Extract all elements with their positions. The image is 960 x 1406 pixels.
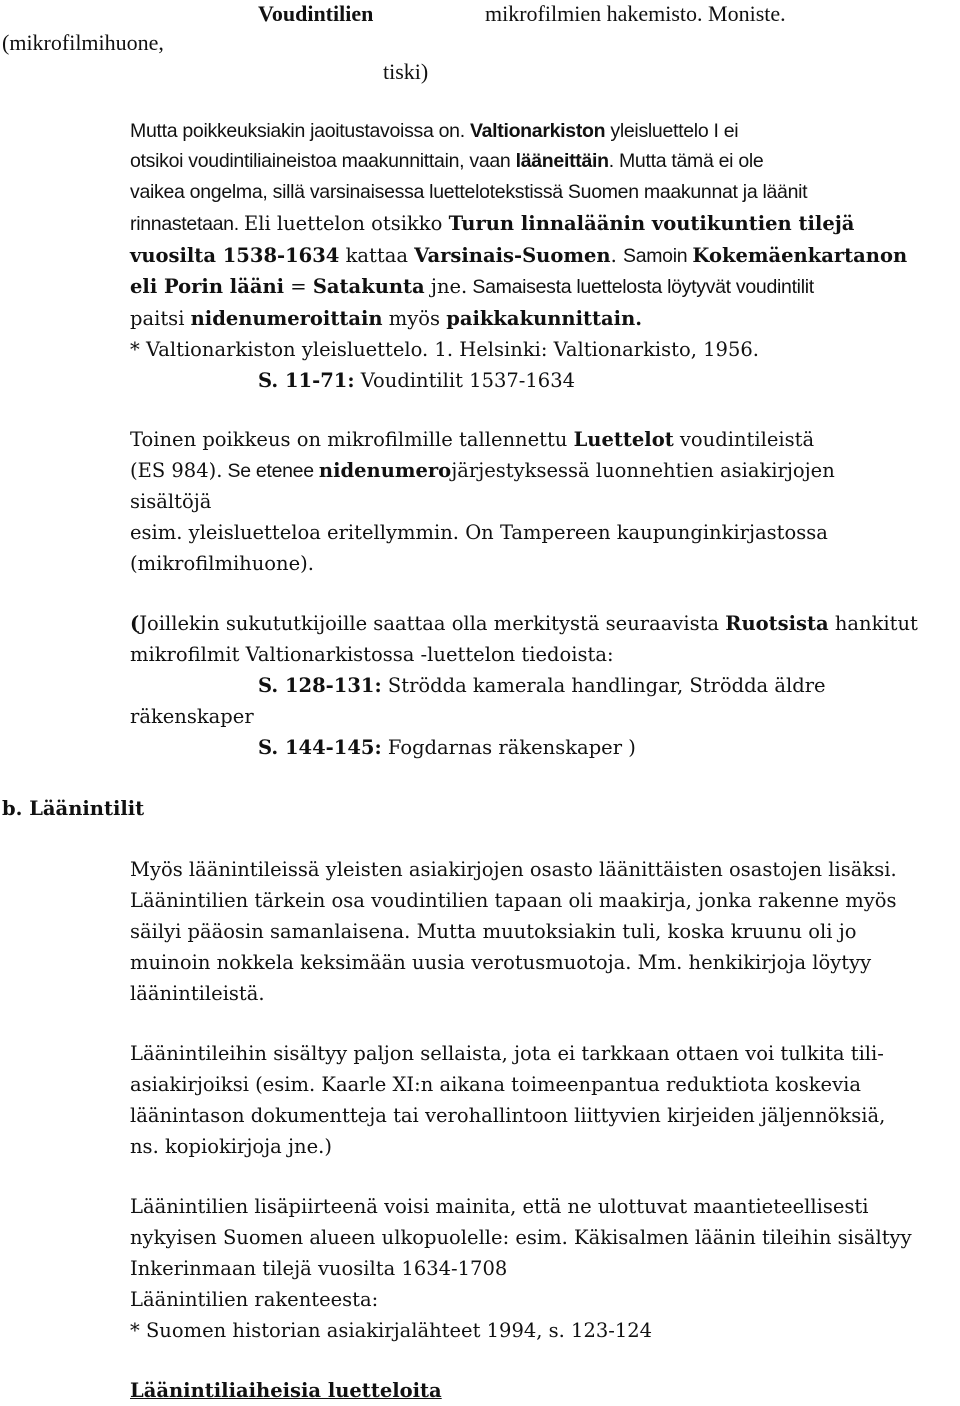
para1-text: rinnastetaan. xyxy=(130,213,244,235)
para1-text: * Valtionarkiston yleisluettelo. 1. Helsinki: Valtionarkisto, 1956. xyxy=(130,338,759,361)
para5-line1: Läänintileihin sisältyy paljon sellaista, jota ei tarkkaan ottaen voi tulkita tili- xyxy=(130,1042,884,1065)
para2-text: esim. yleisluetteloa eritellymmin. On Tampereen kaupunginkirjastossa xyxy=(130,521,828,544)
para1-bold: paikkakunnittain. xyxy=(446,307,643,330)
para6-line1: Läänintilien lisäpiirteenä voisi mainita, että ne ulottuvat maantieteellisesti xyxy=(130,1195,869,1218)
para4-line3: säilyi pääosin samanlaisena. Mutta muutoksiakin tuli, koska kruunu oli jo xyxy=(130,920,857,943)
para3-bold: S. 128-131: xyxy=(258,674,382,697)
para1-text: . xyxy=(610,244,623,267)
para2-text: sisältöjä xyxy=(130,490,212,513)
para1-text: = xyxy=(284,275,313,298)
para4-line4: muinoin nokkela keksimään uusia verotusmuotoja. Mm. henkikirjoja löytyy xyxy=(130,951,872,974)
para3-line1 xyxy=(130,609,918,639)
para1-line1 xyxy=(130,116,738,146)
para6-line3: Inkerinmaan tilejä vuosilta 1634-1708 xyxy=(130,1257,508,1280)
para5-line2: asiakirjoiksi (esim. Kaarle XI:n aikana toimeenpantua reduktiota koskevia xyxy=(130,1073,861,1096)
para1-bold: Satakunta xyxy=(312,275,425,298)
para1-bold: Varsinais-Suomen xyxy=(414,244,611,267)
para2-text: (ES 984). xyxy=(130,459,223,482)
para4-line1: Myös läänintileissä yleisten asiakirjojen osasto läänittäisten osastojen lisäksi. xyxy=(130,858,897,881)
para3-text: Joillekin sukututkijoille saattaa olla merkitystä seuraavista xyxy=(139,612,726,635)
para1-text: Mutta poikkeuksiakin jaoitustavoissa on. xyxy=(130,120,470,142)
para1-line9 xyxy=(258,366,575,396)
para3-bold: S. 144-145: xyxy=(258,736,382,759)
para3-text: Fogdarnas räkenskaper ) xyxy=(381,736,636,759)
para1-line6 xyxy=(130,272,814,302)
para3-text: hankitut xyxy=(828,612,918,635)
para1-text: Samoin xyxy=(622,245,693,267)
para5-line3: läänintason dokumentteja tai verohallintoon liittyvien kirjeiden jäljennöksiä, xyxy=(130,1104,886,1127)
para1-text: yleisluettelo I ei xyxy=(605,120,739,142)
para2-bold: Luettelot xyxy=(573,428,674,451)
para1-line4 xyxy=(130,209,854,239)
para2-line5 xyxy=(130,549,314,579)
para1-text: myös xyxy=(382,307,447,330)
para1-text: jne. xyxy=(424,275,468,298)
footer-heading: Läänintiliaiheisia luetteloita xyxy=(130,1379,442,1402)
para1-text: . Mutta tämä ei ole xyxy=(608,150,764,172)
header-col2-title: Voudintilien xyxy=(258,1,374,26)
para1-bold: vuosilta 1538-1634 xyxy=(130,244,340,267)
para1-text: Voudintilit 1537-1634 xyxy=(354,369,576,392)
para1-line3 xyxy=(130,177,807,207)
para3-text: Strödda kamerala handlingar, Strödda äldre xyxy=(381,674,826,697)
header-col2-text: tiski) xyxy=(383,59,429,84)
para1-line7 xyxy=(130,304,642,334)
para2-line2 xyxy=(130,456,835,486)
para6-line2: nykyisen Suomen alueen ulkopuolelle: esim. Käkisalmen läänin tileihin sisältyy xyxy=(130,1226,912,1249)
para2-text: järjestyksessä luonnehtien asiakirjojen xyxy=(451,459,835,482)
para1-line8 xyxy=(130,335,759,365)
para2-text: voudintileistä xyxy=(673,428,815,451)
para6-line5: * Suomen historian asiakirjalähteet 1994, s. 123-124 xyxy=(130,1319,653,1342)
para2-line3 xyxy=(130,487,211,517)
para1-bold: S. 11-71: xyxy=(258,369,355,392)
para3-bold: ( xyxy=(130,612,140,635)
para1-bold: Valtionarkiston xyxy=(469,120,606,142)
para2-text: Toinen poikkeus on mikrofilmille tallennettu xyxy=(130,428,574,451)
para1-line5 xyxy=(130,241,907,271)
header-col3-text: mikrofilmien hakemisto. Moniste. xyxy=(485,1,786,26)
para4-line5: läänintileistä. xyxy=(130,982,265,1005)
para1-text: paitsi xyxy=(130,307,191,330)
para1-bold: eli Porin lääni xyxy=(130,275,285,298)
para2-line1 xyxy=(130,425,814,455)
section-b-heading: b. Läänintilit xyxy=(2,797,145,820)
para3-line4 xyxy=(130,702,254,732)
para3-bold: Ruotsista xyxy=(725,612,829,635)
para1-line2 xyxy=(130,146,763,176)
para1-text: kattaa xyxy=(339,244,415,267)
para1-bold: Turun linnaläänin voutikuntien tilejä xyxy=(448,212,855,235)
para1-text: Samaisesta luettelosta löytyvät voudintilit xyxy=(467,276,814,298)
para1-text: Eli luettelon otsikko xyxy=(243,212,449,235)
para3-line5 xyxy=(258,733,636,763)
para4-line2: Läänintilien tärkein osa voudintilien tapaan oli maakirja, jonka rakenne myös xyxy=(130,889,897,912)
para6-line4: Läänintilien rakenteesta: xyxy=(130,1288,379,1311)
para1-bold: nidenumeroittain xyxy=(190,307,383,330)
para1-text: otsikoi voudintiliaineistoa maakunnittain, vaan xyxy=(130,150,516,172)
para3-text: räkenskaper xyxy=(130,705,254,728)
para3-text: mikrofilmit Valtionarkistossa -luettelon tiedoista: xyxy=(130,643,614,666)
para1-bold: Kokemäenkartanon xyxy=(692,244,908,267)
para1-text: vaikea ongelma, sillä varsinaisessa luettelotekstissä Suomen maakunnat ja läänit xyxy=(130,181,808,203)
para5-line4: ns. kopiokirjoja jne.) xyxy=(130,1135,332,1158)
para2-bold: nidenumero xyxy=(318,459,452,482)
para1-bold: lääneittäin xyxy=(515,150,609,172)
para3-line3 xyxy=(258,671,826,701)
para2-line4 xyxy=(130,518,828,548)
para2-text: Se etenee xyxy=(222,460,319,482)
header-col1-text: (mikrofilmihuone, xyxy=(2,30,164,55)
para2-text: (mikrofilmihuone). xyxy=(130,552,314,575)
para3-line2 xyxy=(130,640,614,670)
